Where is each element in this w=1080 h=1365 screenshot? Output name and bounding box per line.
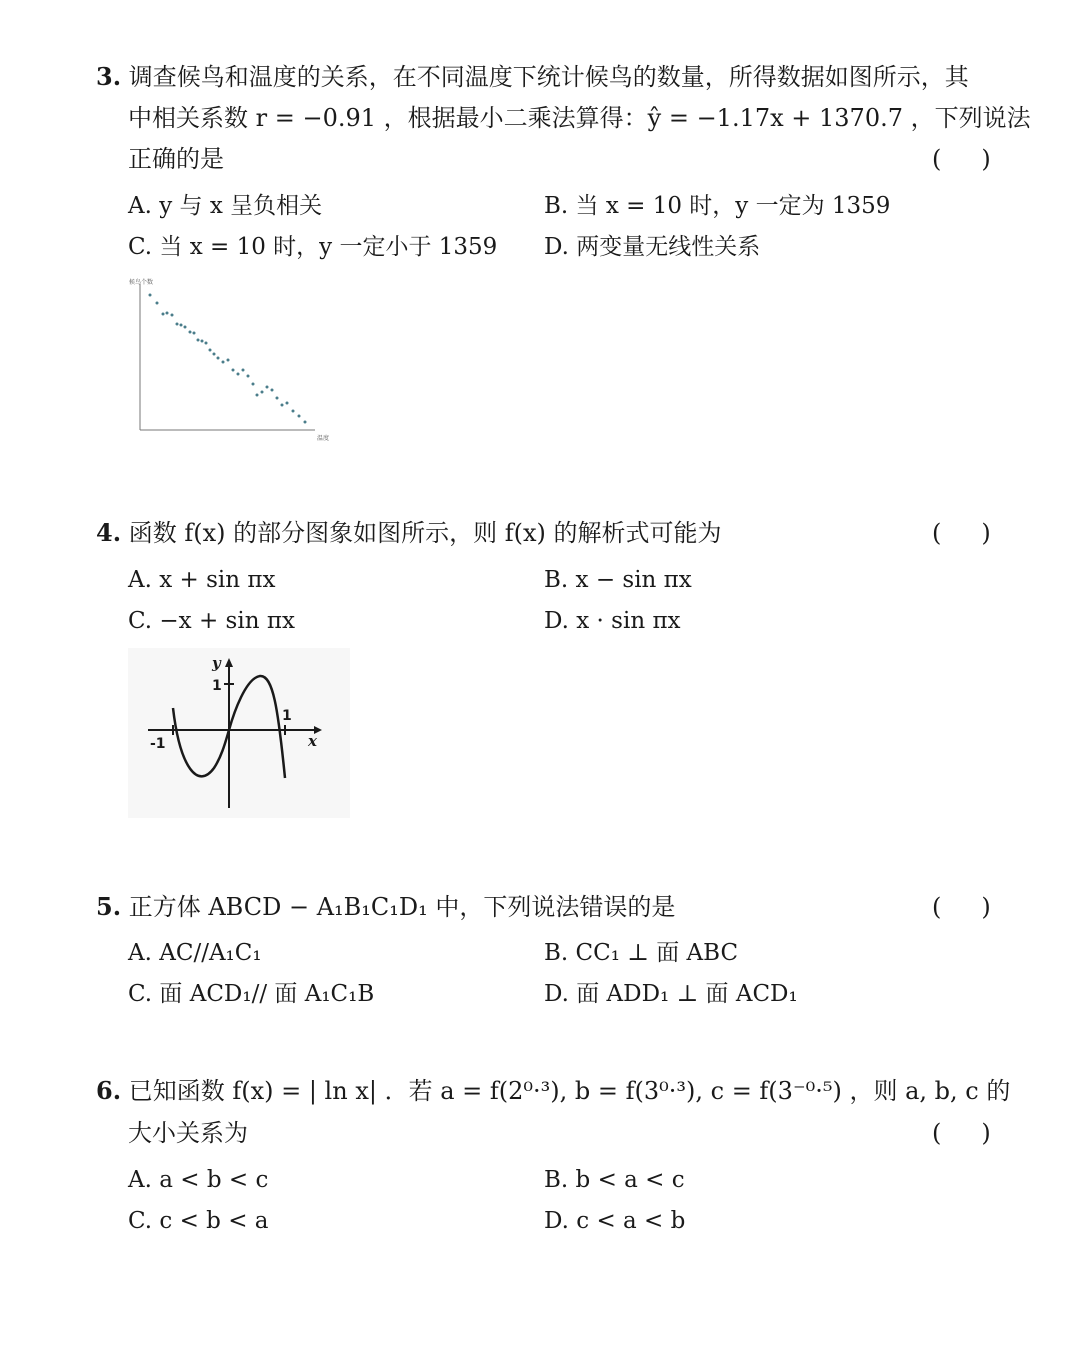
q3-option-a: A. y 与 x 呈负相关 <box>128 193 323 219</box>
q3-scatter-points <box>149 294 307 424</box>
q3-option-d: D. 两变量无线性关系 <box>544 234 761 260</box>
q4-option-a: A. x + sin πx <box>128 567 276 593</box>
q6-answer-bracket: ( ) <box>932 1119 991 1147</box>
q6-option-d: D. c < a < b <box>544 1208 686 1234</box>
q4-tick-x-neg-1: -1 <box>150 736 166 752</box>
q4-answer-bracket: ( ) <box>932 519 991 547</box>
q6-stem-1: 已知函数 f(x) = | ln x| ．若 a = f(2⁰·³), b = f(3⁰·³), c = f(3⁻⁰·⁵) ，则 a, b, c 的 <box>128 1077 1011 1105</box>
q5-answer-bracket: ( ) <box>932 893 991 921</box>
q5-option-b: B. CC₁ ⊥ 面 ABC <box>544 940 739 966</box>
q3-figure-ylabel: 候鸟个数 <box>129 279 154 286</box>
q5-line-1 <box>96 892 675 922</box>
q4-x-label: x <box>308 732 317 750</box>
q4-line-1 <box>96 518 722 548</box>
q5-option-a: A. AC//A₁C₁ <box>128 940 262 966</box>
q4-y-label: y <box>212 654 221 672</box>
q3-answer-bracket: ( ) <box>932 145 991 173</box>
q4-tick-y-1: 1 <box>212 678 222 694</box>
q6-option-b: B. b < a < c <box>544 1167 685 1193</box>
q4-stem-1: 函数 f(x) 的部分图象如图所示，则 f(x) 的解析式可能为 <box>128 519 722 547</box>
q4-tick-x-1: 1 <box>282 708 292 724</box>
q3-figure-xlabel: 温度 <box>317 435 330 442</box>
q3-number: 3. <box>96 62 122 91</box>
q4-number: 4. <box>96 518 122 547</box>
q5-stem-1: 正方体 ABCD − A₁B₁C₁D₁ 中，下列说法错误的是 <box>128 893 676 921</box>
q3-scatter-figure <box>125 270 340 450</box>
q6-option-a: A. a < b < c <box>128 1167 269 1193</box>
q5-option-c: C. 面 ACD₁// 面 A₁C₁B <box>128 981 375 1007</box>
q3-stem-1: 调查候鸟和温度的关系，在不同温度下统计候鸟的数量，所得数据如图所示，其 <box>128 63 969 91</box>
q6-option-c: C. c < b < a <box>128 1208 269 1234</box>
q3-stem-3: 正确的是 <box>128 145 224 173</box>
q6-number: 6. <box>96 1076 122 1105</box>
q5-number: 5. <box>96 892 122 921</box>
q3-line-1 <box>96 62 969 92</box>
q6-stem-2: 大小关系为 <box>128 1119 248 1147</box>
q3-stem-2: 中相关系数 r = −0.91 ，根据最小二乘法算得：ŷ = −1.17x + 1370.7 ，下列说法 <box>128 104 1031 132</box>
q6-line-1 <box>96 1076 1010 1106</box>
q4-option-c: C. −x + sin πx <box>128 608 295 634</box>
q4-option-d: D. x · sin πx <box>544 608 681 634</box>
q3-option-c: C. 当 x = 10 时，y 一定小于 1359 <box>128 234 498 260</box>
q4-option-b: B. x − sin πx <box>544 567 692 593</box>
q5-option-d: D. 面 ADD₁ ⊥ 面 ACD₁ <box>544 981 798 1007</box>
q3-option-b: B. 当 x = 10 时，y 一定为 1359 <box>544 193 891 219</box>
q4-function-graph <box>128 648 350 818</box>
